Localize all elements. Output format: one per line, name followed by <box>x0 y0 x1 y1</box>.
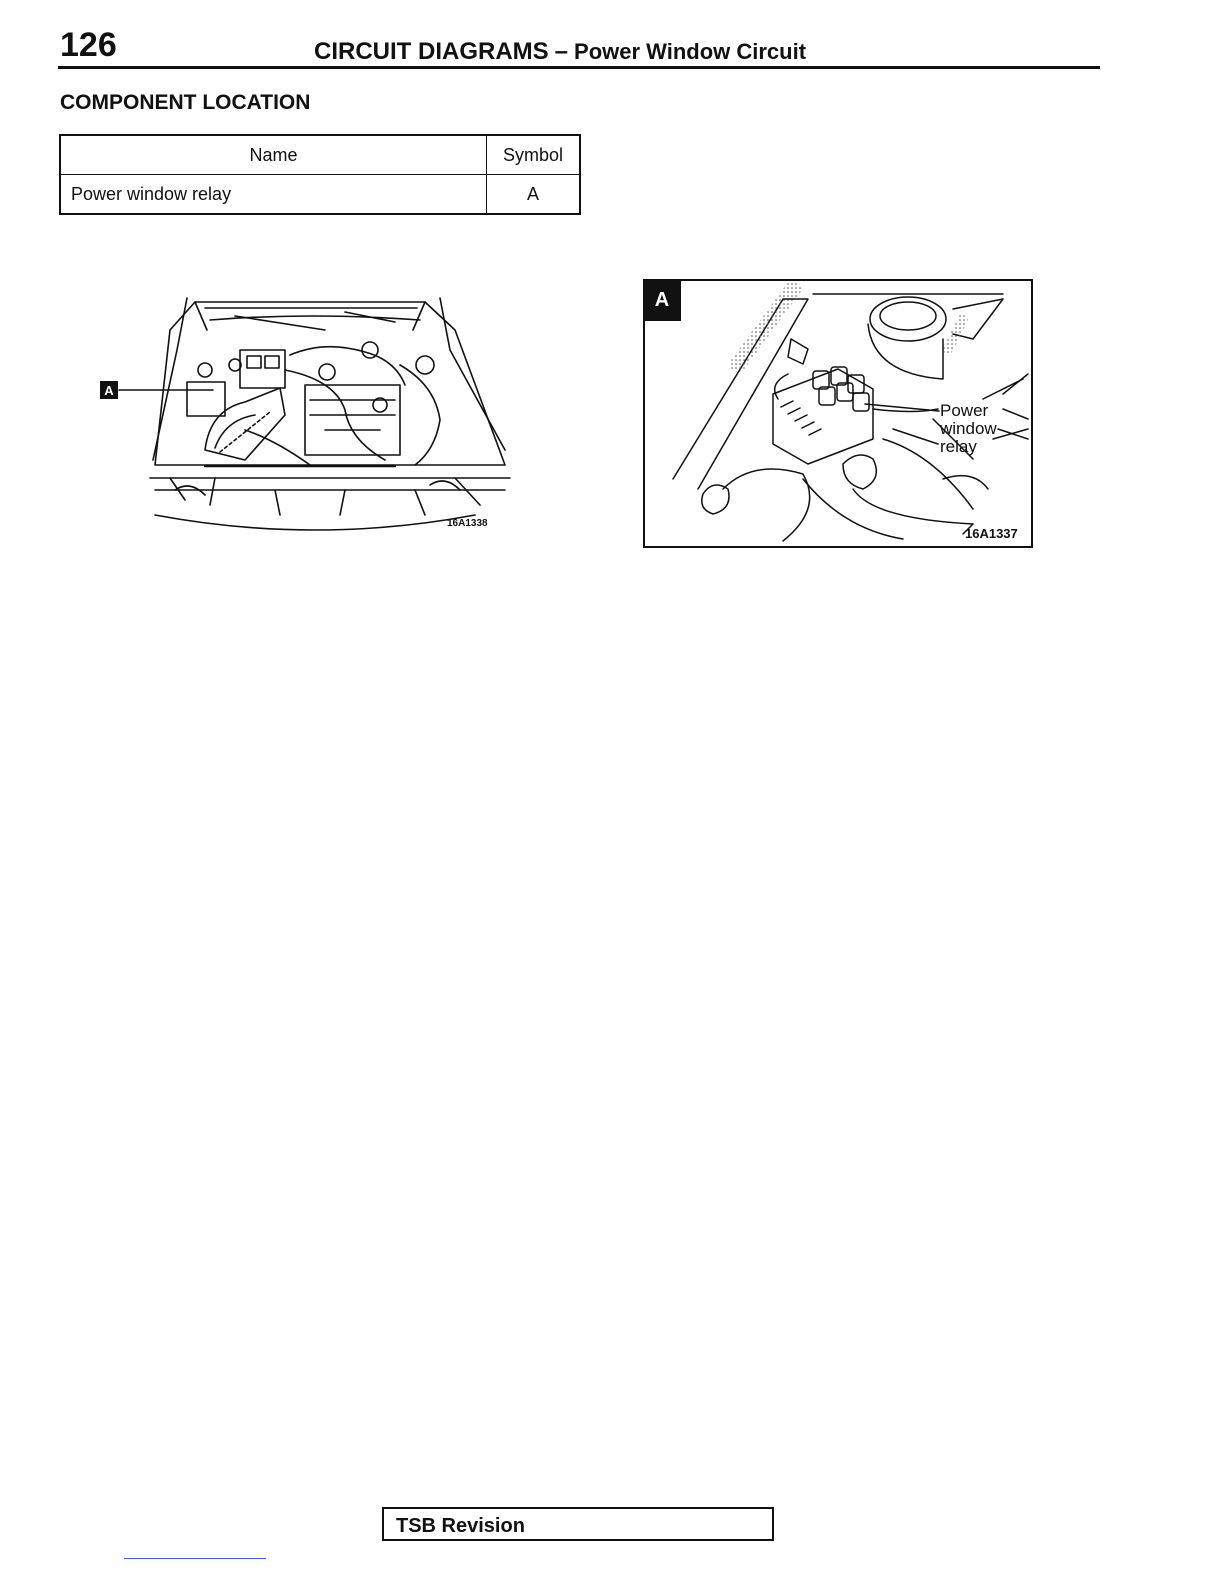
table-header-row <box>60 135 580 175</box>
figure-code-right: 16A1337 <box>965 526 1018 541</box>
column-header-symbol: Symbol <box>487 135 581 175</box>
relay-label <box>940 402 997 456</box>
bottom-rule <box>124 1558 266 1559</box>
relay-label-line-2: window <box>940 419 997 438</box>
page-title <box>314 38 806 66</box>
figure-code-left: 16A1338 <box>447 518 488 529</box>
cell-name: Power window relay <box>60 175 487 215</box>
component-location-table <box>59 134 581 215</box>
table-row <box>60 175 580 215</box>
relay-label-line-3: relay <box>940 437 977 456</box>
engine-bay-illustration <box>95 290 525 540</box>
title-subtitle: Power Window Circuit <box>574 39 807 64</box>
relay-label-line-1: Power <box>940 401 989 420</box>
header-rule <box>58 66 1100 69</box>
section-heading: COMPONENT LOCATION <box>60 91 311 114</box>
cell-symbol: A <box>487 175 581 215</box>
tsb-revision-box <box>382 1507 774 1541</box>
page-number: 126 <box>60 26 117 64</box>
tsb-revision-label: TSB Revision <box>396 1515 525 1537</box>
callout-a-right: A <box>643 279 681 321</box>
title-main: CIRCUIT DIAGRAMS <box>314 38 549 65</box>
title-separator: – <box>554 38 569 65</box>
callout-a-left: A <box>100 381 118 399</box>
column-header-name: Name <box>60 135 487 175</box>
